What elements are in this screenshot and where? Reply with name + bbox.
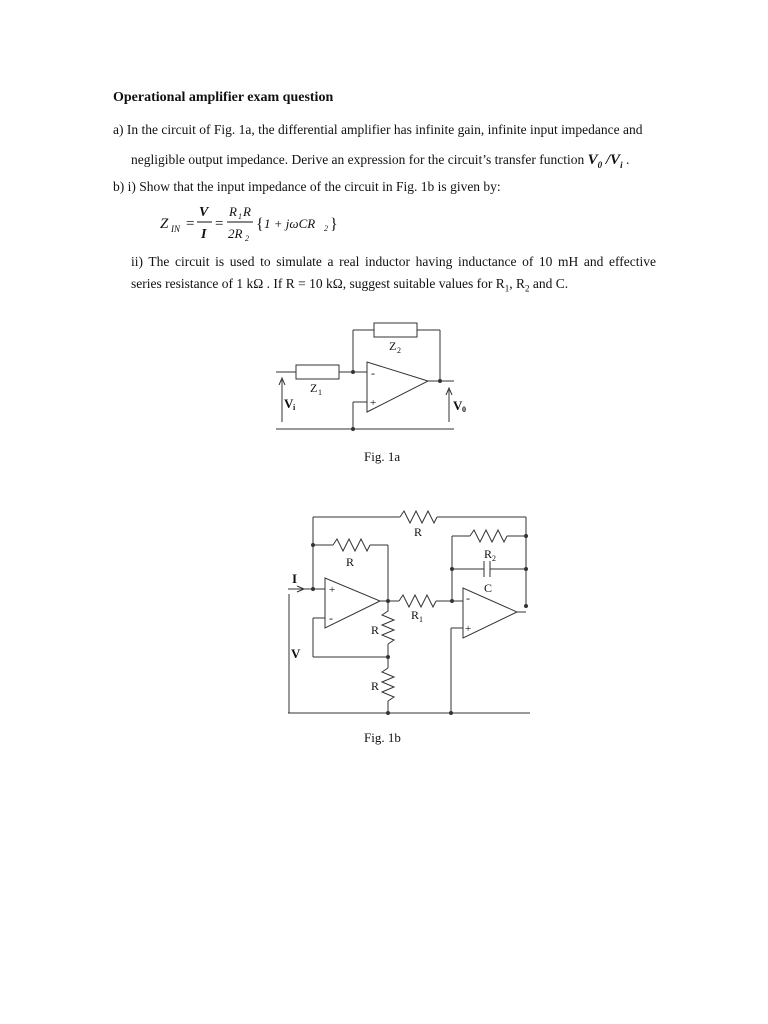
resistor-r1 <box>399 595 436 607</box>
formula-eq2: = <box>215 216 224 232</box>
opamp-1a-plus: + <box>370 397 377 409</box>
formula-frac2-num-sub: 1 <box>238 212 242 221</box>
vo-label: V <box>453 398 463 413</box>
formula-frac2-den: 2R <box>228 226 243 241</box>
label-c: C <box>484 581 493 595</box>
question-a-text: negligible output impedance. Derive an expression for the circuit’s transfer function <box>131 152 585 167</box>
z1-label-sub: 1 <box>318 388 322 397</box>
opamp-1a-minus: - <box>371 366 375 380</box>
vi-label: V <box>284 396 294 411</box>
resistor-r-bottom <box>382 668 394 701</box>
formula-frac2-den-sub: 2 <box>245 234 249 243</box>
opamp-1b-right-plus: + <box>465 623 472 635</box>
label-v: V <box>291 646 301 661</box>
formula-lhs-sub: IN <box>171 224 180 234</box>
formula-brace-body: 1 + jωCR <box>264 216 316 231</box>
z1-label: Z <box>310 381 318 395</box>
formula-eq1: = <box>186 216 195 232</box>
z2-label: Z <box>389 339 397 353</box>
question-a-line2: negligible output impedance. Derive an expression for the circuit’s transfer function $V_0$ $/V_i$ . <box>131 152 630 170</box>
label-r2: R <box>484 547 493 561</box>
formula-frac2-num: R <box>229 204 237 219</box>
question-a-line1: a) In the circuit of Fig. 1a, the differential amplifier has infinite gain, infinite input impedance and <box>113 122 643 137</box>
label-r1-sub: 1 <box>419 615 423 624</box>
question-b-line1: b) i) Show that the input impedance of the circuit in Fig. 1b is given by: <box>113 179 501 194</box>
label-r-inner: R <box>346 555 355 569</box>
vo-label-sub: 0 <box>462 405 466 414</box>
resistor-r2 <box>470 530 507 542</box>
label-r1: R <box>411 608 420 622</box>
label-r-top: R <box>414 525 423 539</box>
question-b-ii-line2: series resistance of 1 kΩ . If R = 10 kΩ, suggest suitable values for $R_1$, $R_2$ and C. <box>131 276 569 294</box>
resistor-r-top <box>400 511 437 523</box>
resistor-r-mid <box>382 601 394 644</box>
formula-brace-close: } <box>330 216 338 233</box>
formula-frac1-num: V <box>199 205 209 220</box>
label-r-mid: R <box>371 623 380 637</box>
question-b-ii-line1: ii) The circuit is used to simulate a real inductor having inductance of 10 mH and effective <box>131 254 656 269</box>
vi-label-sub: i <box>293 403 296 412</box>
label-i: I <box>292 571 298 586</box>
fig-1a-caption: Fig. 1a <box>364 449 401 464</box>
transfer-function: $V_0$ $/V_i$ <box>587 152 623 170</box>
opamp-1b-left-plus: + <box>329 584 336 596</box>
opamp-1b-right-minus: - <box>466 591 470 605</box>
opamp-1b-left-minus: - <box>329 611 333 625</box>
page-title: Operational amplifier exam question <box>113 90 334 105</box>
formula-brace-sub: 2 <box>324 224 328 233</box>
formula-lhs: Z <box>160 216 169 232</box>
formula-frac1-den: I <box>201 227 207 242</box>
fig-1b-caption: Fig. 1b <box>364 730 401 745</box>
formula-frac2-num-tail: R <box>243 204 251 219</box>
formula-brace-open: { <box>256 216 264 233</box>
label-r-bottom: R <box>371 679 380 693</box>
resistor-r-inner <box>333 539 370 551</box>
z2-label-sub: 2 <box>397 346 401 355</box>
label-r2-sub: 2 <box>492 554 496 563</box>
